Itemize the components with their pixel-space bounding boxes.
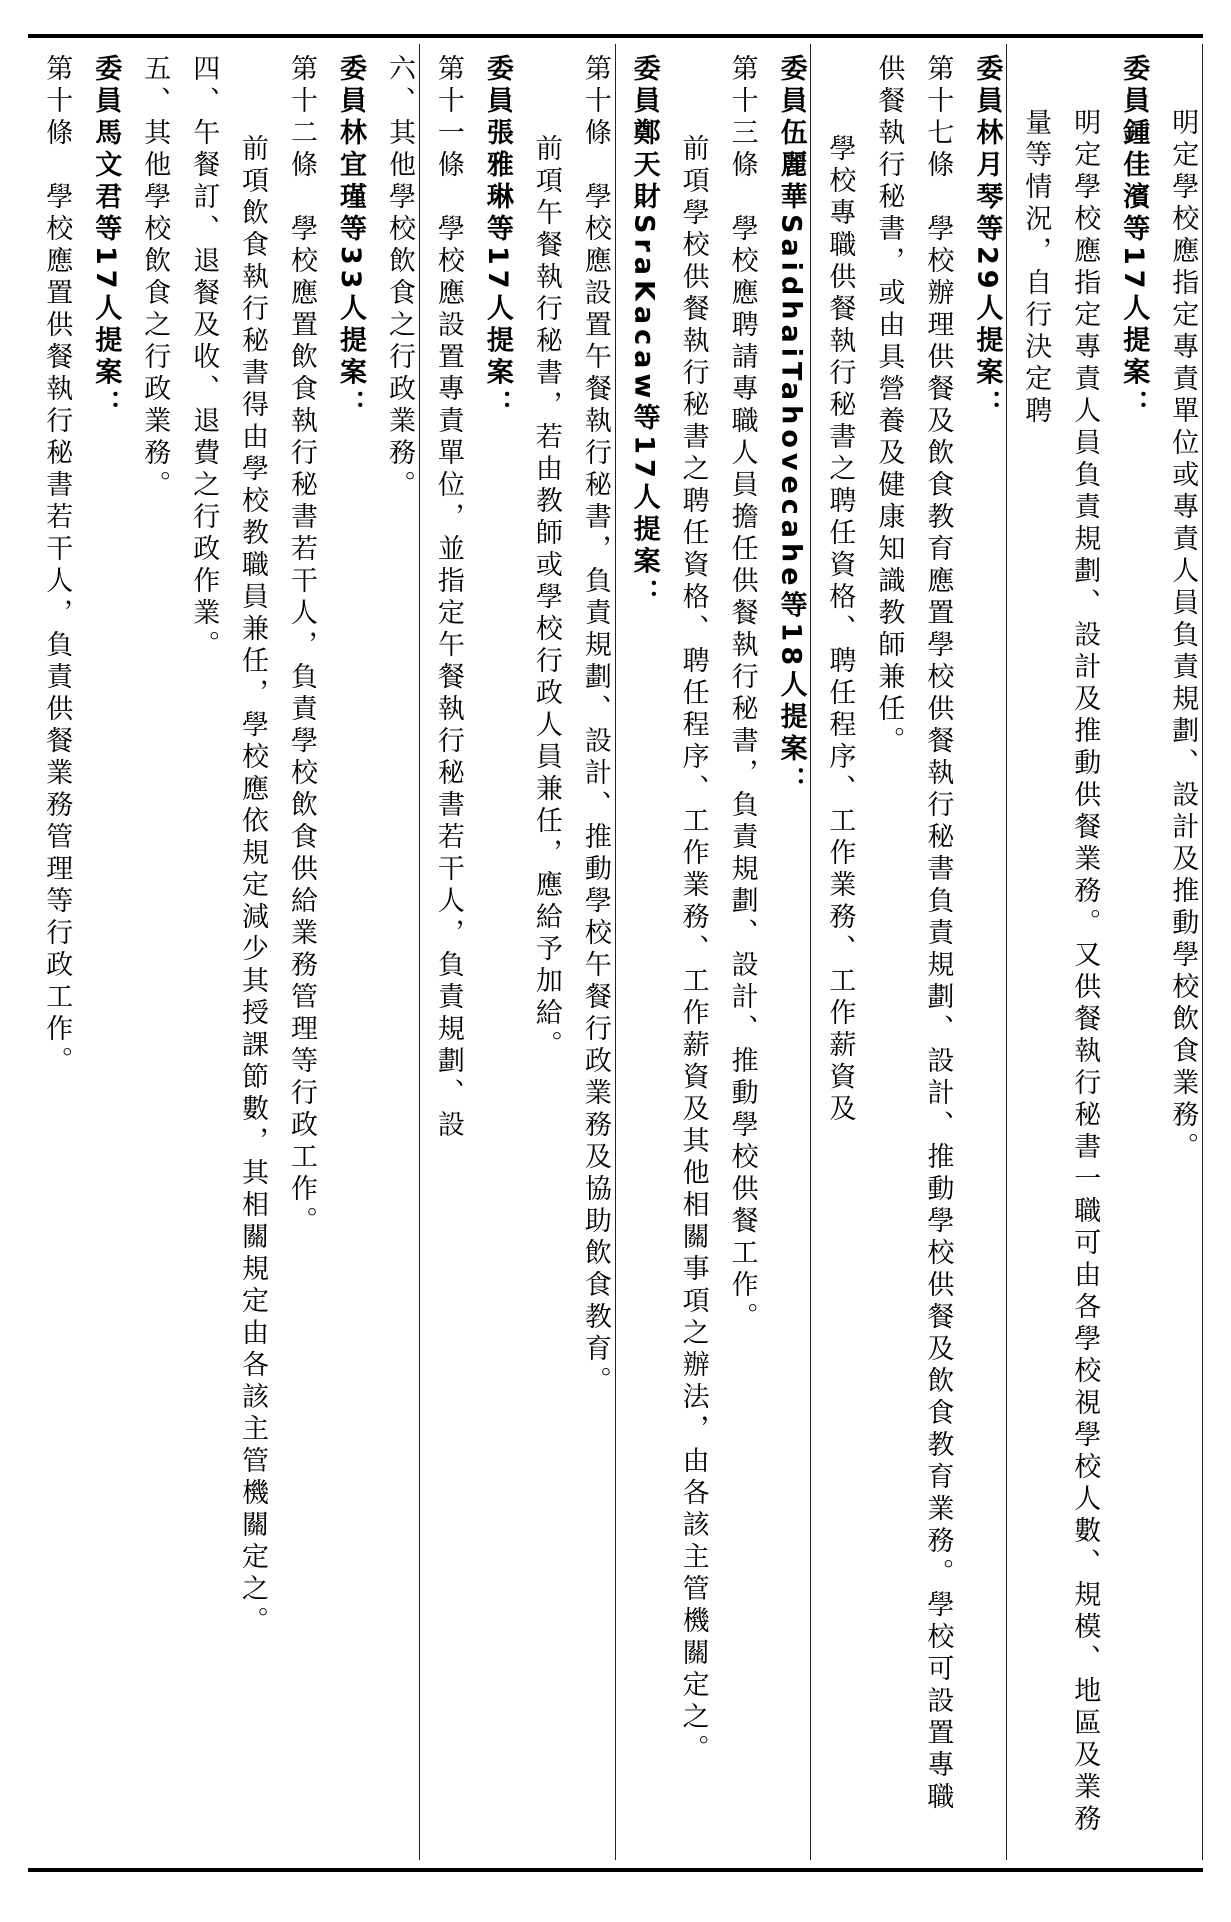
column-2 bbox=[811, 44, 1007, 1860]
paragraph: 六、其他學校飲食之行政業務。 bbox=[384, 54, 416, 502]
paragraph: 五、其他學校飲食之行政業務。 bbox=[139, 54, 171, 502]
bottom-rule bbox=[28, 1868, 1203, 1872]
paragraph: 第十二條 學校應置飲食執行秘書若干人，負責學校飲食供給業務管理等行政工作。 bbox=[286, 54, 318, 1238]
column-text bbox=[424, 54, 616, 1844]
column-text bbox=[620, 54, 812, 1844]
column-1 bbox=[1007, 44, 1203, 1860]
proposer-heading: 委員林宜瑾等33人提案： bbox=[335, 54, 367, 422]
paragraph: 前項學校供餐執行秘書之聘任資格、聘任程序、工作業務、工作薪資及其他相關事項之辦法，由各該主管機關定之。 bbox=[677, 134, 709, 1766]
column-text bbox=[32, 54, 224, 1844]
paragraph: 前項午餐執行秘書，若由教師或學校行政人員兼任，應給予加給。 bbox=[530, 134, 562, 1062]
proposer-heading: 委員張雅琳等17人提案： bbox=[481, 54, 513, 422]
top-rule bbox=[28, 34, 1203, 38]
paragraph: 第十條 學校應設置午餐執行秘書，負責規劃、設計、推動學校午餐行政業務及協助飲食教育。 bbox=[579, 54, 611, 1398]
paragraph: 學校專職供餐執行秘書之聘任資格、聘任程序、工作業務、工作薪資及 bbox=[824, 134, 856, 1126]
page-columns bbox=[28, 44, 1203, 1860]
paragraph: 四、午餐訂、退餐及收、退費之行政作業。 bbox=[188, 54, 220, 662]
column-5 bbox=[224, 44, 420, 1860]
proposer-heading: 委員馬文君等17人提案： bbox=[90, 54, 122, 422]
column-text bbox=[815, 54, 1007, 1844]
paragraph: 第十一條 學校應設置專責單位，並指定午餐執行秘書若干人，負責規劃、設 bbox=[432, 54, 464, 1142]
proposer-heading: 委員伍麗華SaidhaiTahovecahe等18人提案： bbox=[775, 54, 807, 799]
paragraph: 明定學校應指定專責單位或專責人員負責規劃、設計及推動學校飲食業務。 bbox=[1167, 108, 1199, 1164]
paragraph: 第十七條 學校辦理供餐及飲食教育應置學校供餐執行秘書負責規劃、設計、推動學校供餐及飲食教育業務。學校可設置專職供餐執行秘書，或由具營養及健康知識教師兼任。 bbox=[873, 54, 954, 1814]
column-4 bbox=[420, 44, 616, 1860]
column-text bbox=[1011, 54, 1203, 1844]
proposer-heading: 委員林月琴等29人提案： bbox=[971, 54, 1003, 422]
column-text bbox=[228, 54, 420, 1844]
paragraph: 明定學校應指定專責人員負責規劃、設計及推動供餐業務。又供餐執行秘書一職可由各學校視學校人數、規模、地區及業務量等情況，自行決定聘 bbox=[1020, 108, 1101, 1836]
paragraph: 第十條 學校應置供餐執行秘書若干人，負責供餐業務管理等行政工作。 bbox=[41, 54, 73, 1078]
column-3 bbox=[616, 44, 812, 1860]
proposer-heading: 委員鍾佳濱等17人提案： bbox=[1118, 54, 1150, 422]
column-6 bbox=[28, 44, 224, 1860]
paragraph: 前項飲食執行秘書得由學校教職員兼任，學校應依規定減少其授課節數，其相關規定由各該主管機關定之。 bbox=[237, 134, 269, 1638]
paragraph: 第十三條 學校應聘請專職人員擔任供餐執行秘書，負責規劃、設計、推動學校供餐工作。 bbox=[726, 54, 758, 1334]
proposer-heading: 委員鄭天財SraKacaw等17人提案： bbox=[628, 54, 660, 611]
